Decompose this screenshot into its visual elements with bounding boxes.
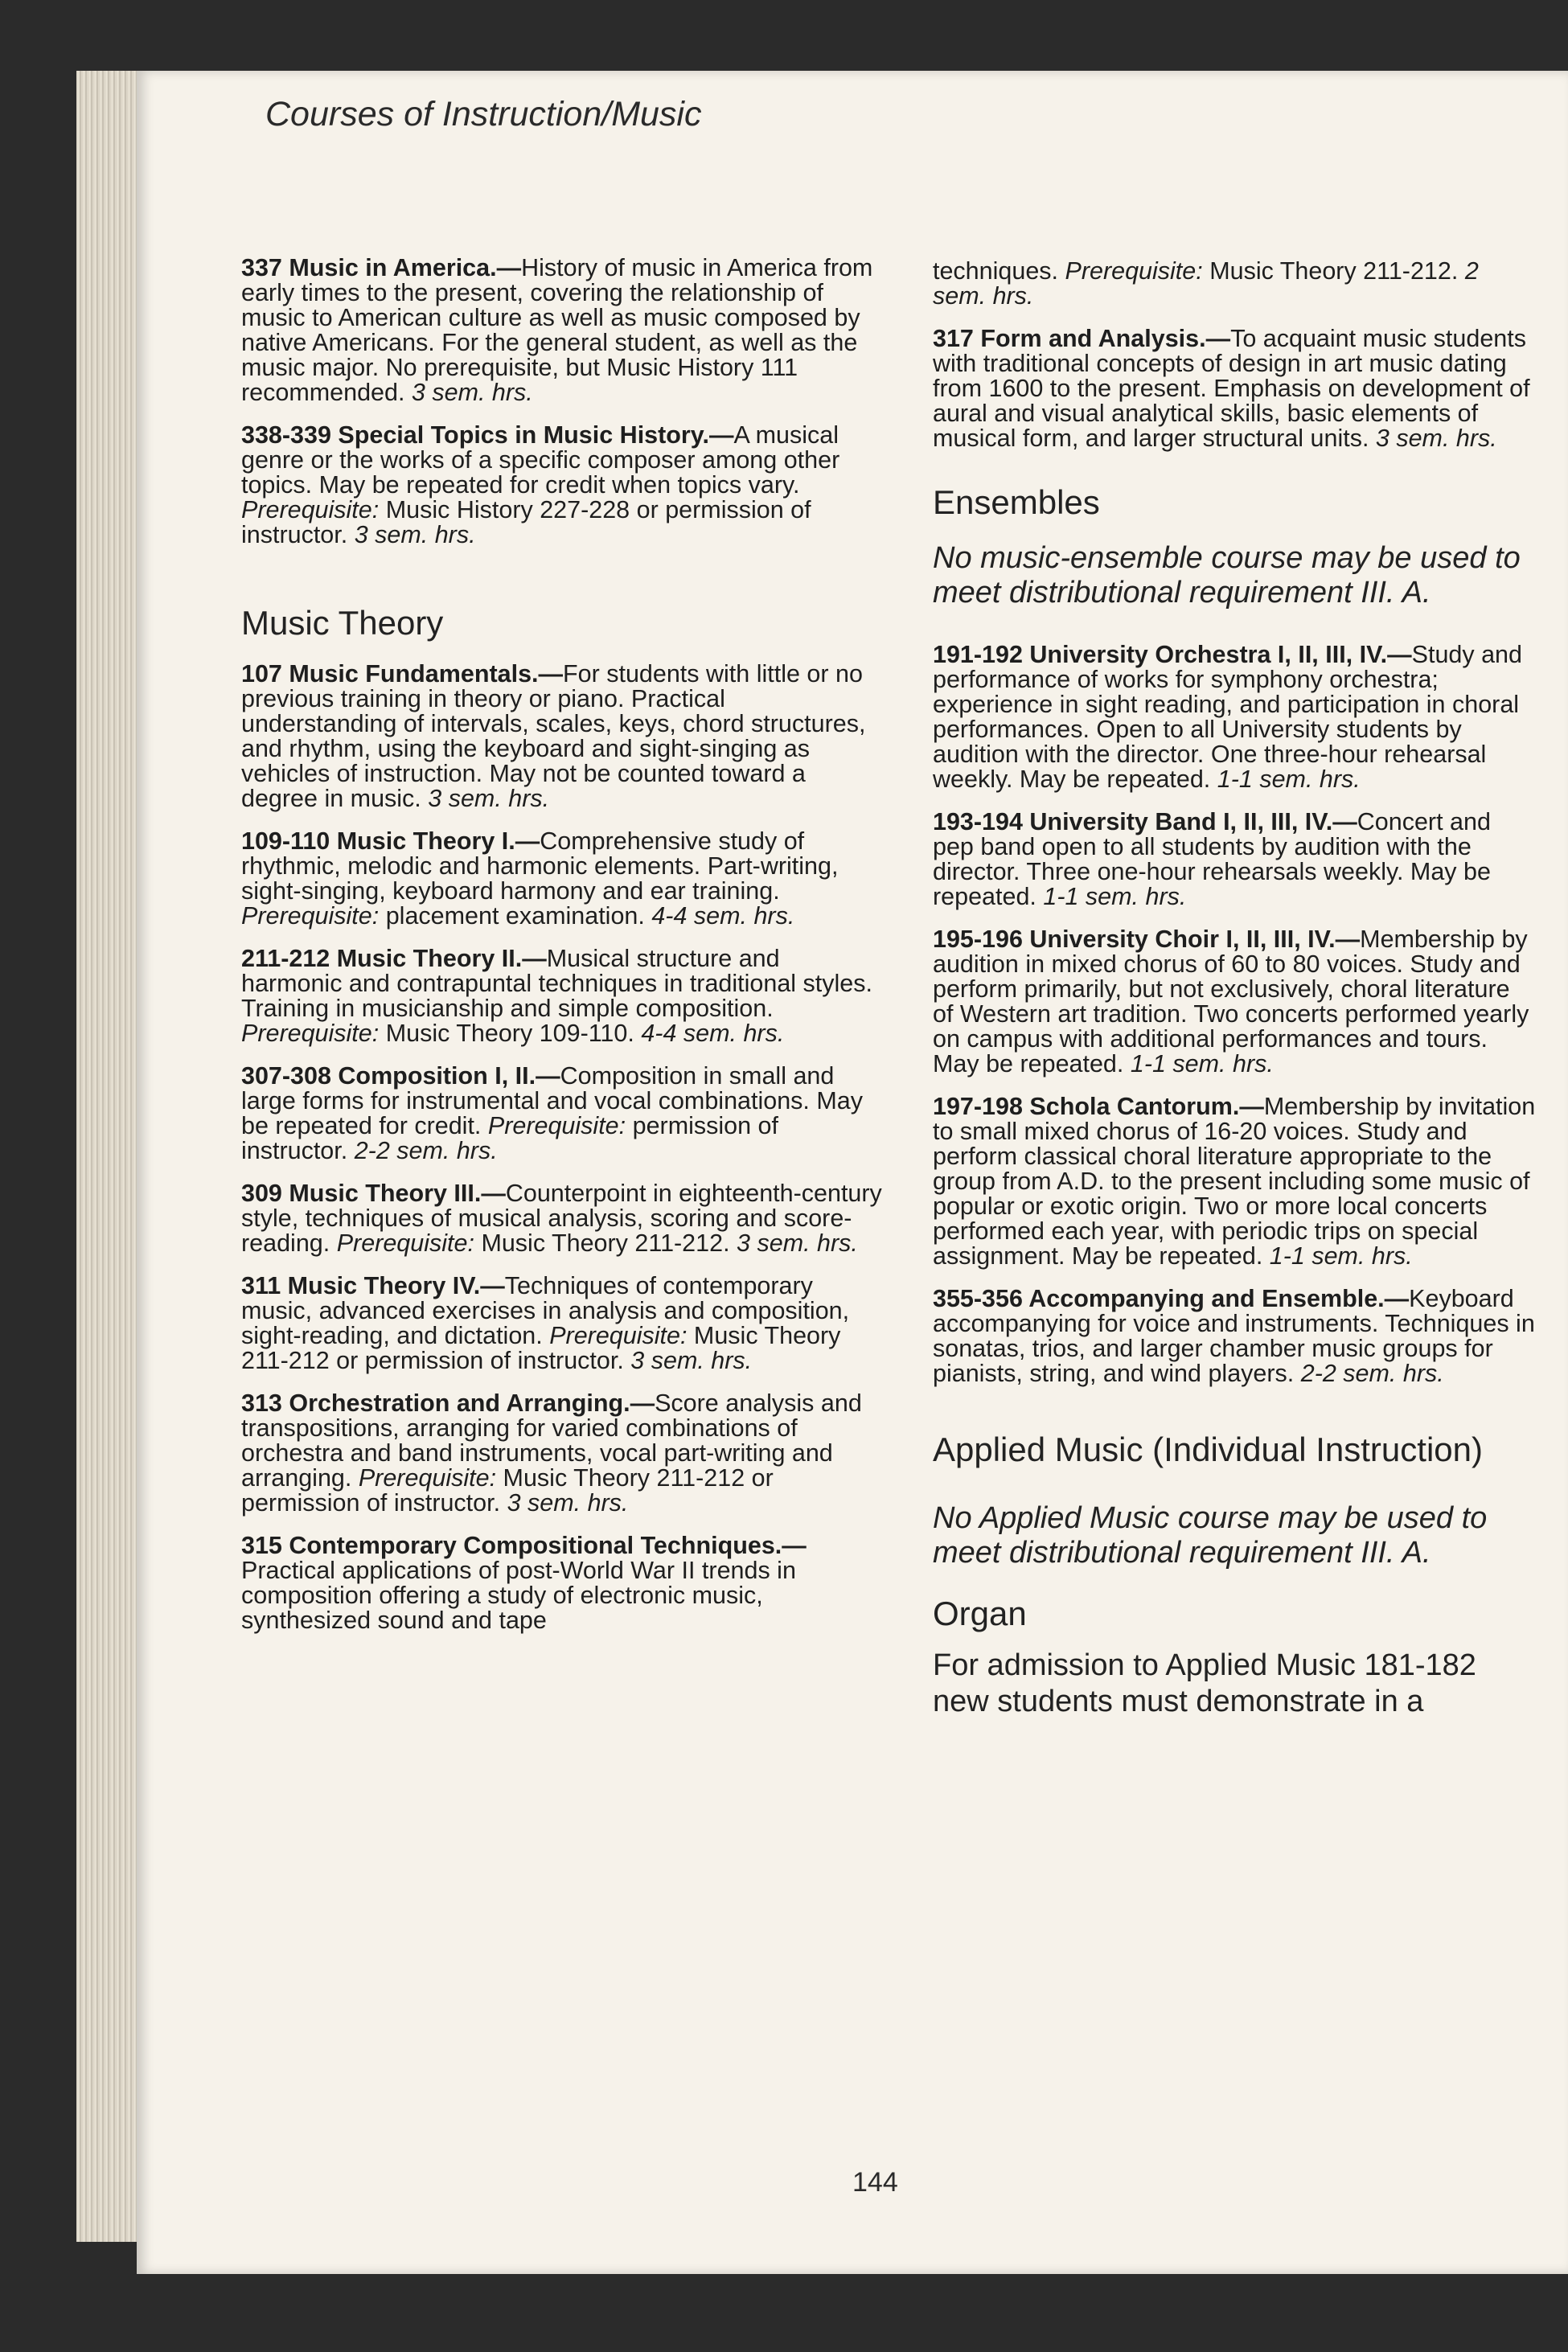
prerequisite-text: Music Theory 211-212. [481,1229,730,1257]
course-title: 309 Music Theory III.— [241,1180,506,1207]
course-entry [933,642,1536,792]
course-title: 355-356 Accompanying and Ensemble.— [933,1285,1410,1312]
prerequisite-text: Music Theory 109-110. [385,1020,634,1047]
course-title: 191-192 University Orchestra I, II, III, IV.— [933,641,1412,668]
course-entry [241,946,885,1046]
course-hours: 3 sem. hrs. [630,1347,753,1374]
course-description: To acquaint music students with traditional concepts of design in art music dating from 1600 to the present. Emphasis on development of aural and visual analytical skills, basic elements of musical form, and larger structural units. [933,325,1530,452]
ensembles-note: No music-ensemble course may be used to meet distributional requirement III. A. [933,541,1521,610]
course-entry [241,1181,885,1256]
course-title: 193-194 University Band I, II, III, IV.— [933,808,1357,835]
course-title: 338-339 Special Topics in Music History.— [241,421,734,449]
prerequisite-text: Music History 227-228 or permission of instructor. [241,496,811,548]
course-entry [241,662,885,811]
prerequisite-label: Prerequisite: [358,1464,497,1492]
prerequisite-label: Prerequisite: [241,902,380,930]
course-title: 311 Music Theory IV.— [241,1272,505,1299]
course-title: 107 Music Fundamentals.— [241,660,563,688]
course-description: Keyboard accompanying for voice and instruments. Techniques in sonatas, trios, and larger chamber music groups for pianists, string, and wind players. [933,1285,1535,1387]
course-entry [241,829,885,929]
left-column [241,256,885,1651]
course-title: 109-110 Music Theory I.— [241,827,540,855]
course-entry [241,423,885,548]
course-description: Study and performance of works for symphony orchestra; experience in sight reading, and participation in choral performances. Open to all University students by audition with the director. One three-hour rehearsal weekly. May be repeated. [933,641,1522,793]
course-description: Membership by audition in mixed chorus of 60 to 80 voices. Study and perform primarily, but not exclusively, choral literature of Western art tradition. Two concerts performed yearly on campus with additional performances and tours. May be repeated. [933,926,1529,1077]
course-description: Practical applications of post-World War II trends in composition offering a study of electronic music, synthesized sound and tape [241,1557,796,1634]
course-description: Concert and pep band open to all students by audition with the director. Three one-hour rehearsals weekly. May be repeated. [933,808,1491,910]
prerequisite-text: Music Theory 211-212. [1209,257,1459,285]
course-description: History of music in America from early times to the present, covering the relationship of music to American culture as well as music composed by native Americans. For the general student, as well as the music major. No prerequisite, but Music History 111 recommended. [241,254,873,406]
course-entry-continued [933,259,1536,309]
course-hours: 2-2 sem. hrs. [1300,1360,1444,1387]
course-hours: 3 sem. hrs. [737,1229,858,1257]
course-hours: 3 sem. hrs. [354,521,476,548]
course-title: 307-308 Composition I, II.— [241,1062,560,1090]
course-hours: 1-1 sem. hrs. [1130,1050,1274,1077]
course-title: 211-212 Music Theory II.— [241,945,547,972]
section-heading-applied-music: Applied Music (Individual Instruction) [933,1430,1483,1468]
right-column [933,259,1536,1720]
course-description: A musical genre or the works of a specific composer among other topics. May be repeated for credit when topics vary. [241,421,840,499]
course-hours: 4-4 sem. hrs. [651,902,795,930]
running-head: Courses of Instruction/Music [265,95,702,133]
course-entry [933,326,1536,451]
course-hours: 2 sem. hrs. [933,257,1479,310]
course-hours: 2-2 sem. hrs. [354,1137,498,1164]
course-entry [933,1287,1536,1386]
prerequisite-label: Prerequisite: [336,1229,474,1257]
section-heading-music-theory: Music Theory [241,604,444,642]
course-description: Composition in small and large forms for instrumental and vocal combinations. May be repeated for credit. [241,1062,863,1139]
course-entry [933,810,1536,909]
course-entry [241,256,885,405]
course-description: Membership by invitation to small mixed chorus of 16-20 voices. Study and perform classical choral literature appropriate to the group from A.D. to the present including some music of popular or exotic origin. Two or more local concerts performed each year, with periodic trips on special assignment. May be repeated. [933,1093,1536,1270]
applied-music-note: No Applied Music course may be used to meet distributional requirement III. A. [933,1501,1488,1570]
course-title: 317 Form and Analysis.— [933,325,1231,352]
course-title: 337 Music in America.— [241,254,522,281]
course-description: For students with little or no previous training in theory or piano. Practical understanding of intervals, scales, keys, chord structures, and rhythm, using the keyboard and sight-singing as vehicles of instruction. May not be counted toward a degree in music. [241,660,866,812]
course-entry [241,1391,885,1516]
prerequisite-label: Prerequisite: [487,1112,626,1139]
course-entry [933,1094,1536,1269]
course-entry [933,927,1536,1077]
course-description: Comprehensive study of rhythmic, melodic and harmonic elements. Part-writing, sight-singing, keyboard harmony and ear training. [241,827,839,905]
course-hours: 1-1 sem. hrs. [1217,766,1361,793]
course-title: 197-198 Schola Cantorum.— [933,1093,1264,1120]
prerequisite-text: permission of instructor. [241,1112,778,1164]
course-hours: 3 sem. hrs. [507,1489,629,1517]
course-hours: 1-1 sem. hrs. [1269,1242,1413,1270]
organ-admission-text: For admission to Applied Music 181-182 new students must demonstrate in a [933,1648,1476,1718]
course-description: techniques. [933,257,1058,285]
course-hours: 4-4 sem. hrs. [641,1020,785,1047]
course-hours: 1-1 sem. hrs. [1043,883,1187,910]
course-description: Musical structure and harmonic and contrapuntal techniques in traditional styles. Training in musicianship and simple composition. [241,945,872,1022]
prerequisite-label: Prerequisite: [241,1020,380,1047]
prerequisite-text: Music Theory 211-212 or permission of instructor. [241,1322,841,1374]
course-hours: 3 sem. hrs. [428,785,550,812]
course-description: Techniques of contemporary music, advanced exercises in analysis and composition, sight-reading, and dictation. [241,1272,850,1349]
page-number: 144 [852,2167,898,2198]
course-description: Counterpoint in eighteenth-century style, techniques of musical analysis, scoring and score-reading. [241,1180,882,1257]
course-hours: 3 sem. hrs. [1375,425,1497,452]
prerequisite-label: Prerequisite: [241,496,380,523]
course-title: 313 Orchestration and Arranging.— [241,1389,655,1417]
prerequisite-label: Prerequisite: [1065,257,1203,285]
course-entry [241,1064,885,1164]
course-title: 195-196 University Choir I, II, III, IV.— [933,926,1361,953]
course-description: Score analysis and transpositions, arranging for varied combinations of orchestra and band instruments, vocal part-writing and arranging. [241,1389,862,1492]
course-hours: 3 sem. hrs. [411,379,533,406]
prerequisite-label: Prerequisite: [549,1322,688,1349]
section-heading-ensembles: Ensembles [933,483,1100,521]
section-heading-organ: Organ [933,1595,1027,1632]
course-entry [241,1274,885,1373]
course-entry [241,1533,885,1633]
prerequisite-text: Music Theory 211-212 or permission of instructor. [241,1464,774,1517]
prerequisite-text: placement examination. [385,902,645,930]
course-title: 315 Contemporary Compositional Techniques.— [241,1532,807,1559]
